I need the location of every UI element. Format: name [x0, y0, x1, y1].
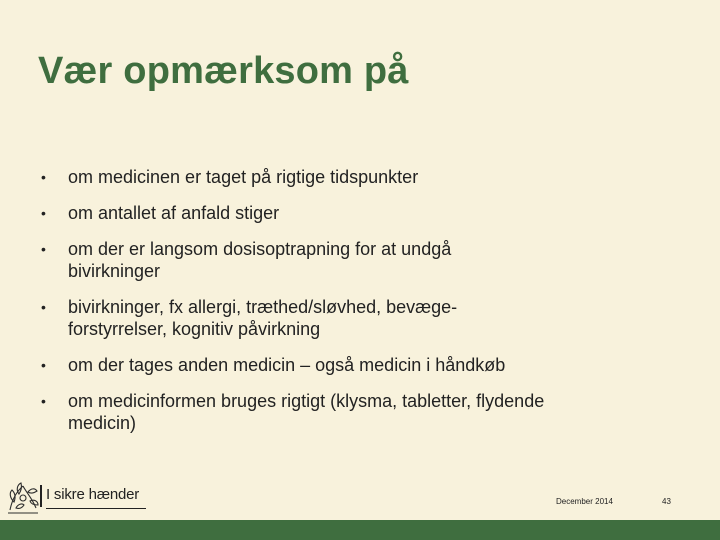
page-number: 43: [662, 497, 671, 506]
logo-underline: [46, 508, 146, 509]
logo-divider: [40, 485, 42, 507]
logo: [6, 480, 156, 516]
slide-title: Vær opmærksom på: [38, 50, 409, 92]
footer-bar: [0, 520, 720, 540]
logo-text: I sikre hænder: [46, 486, 140, 503]
bullet-item: [40, 390, 548, 434]
bullet-text: om der tages anden medicin – også medicin i håndkøb: [68, 355, 506, 375]
bullet-text: om medicinformen bruges rigtigt (klysma, tabletter, flydende medicin): [68, 391, 545, 433]
bullet-item: [40, 202, 600, 224]
bullet-symbol: •: [41, 299, 46, 315]
bullet-symbol: •: [41, 241, 46, 257]
bullet-item: [40, 296, 548, 340]
bullet-symbol: •: [41, 393, 46, 409]
bullet-item: [40, 354, 600, 376]
bullet-symbol: •: [41, 169, 46, 185]
bullet-text: om medicinen er taget på rigtige tidspunkter: [68, 167, 419, 187]
bullet-symbol: •: [41, 357, 46, 373]
bullet-symbol: •: [41, 205, 46, 221]
bullet-list: [40, 166, 600, 448]
bullet-text: bivirkninger, fx allergi, træthed/sløvhed, bevæge-forstyrrelser, kognitiv påvirkning: [68, 297, 458, 339]
foliage-emblem-icon: [6, 480, 40, 516]
footer-date: December 2014: [556, 497, 613, 506]
bullet-text: om der er langsom dosisoptrapning for at undgå bivirkninger: [68, 239, 452, 281]
bullet-item: [40, 238, 528, 282]
bullet-text: om antallet af anfald stiger: [68, 203, 280, 223]
bullet-item: [40, 166, 600, 188]
